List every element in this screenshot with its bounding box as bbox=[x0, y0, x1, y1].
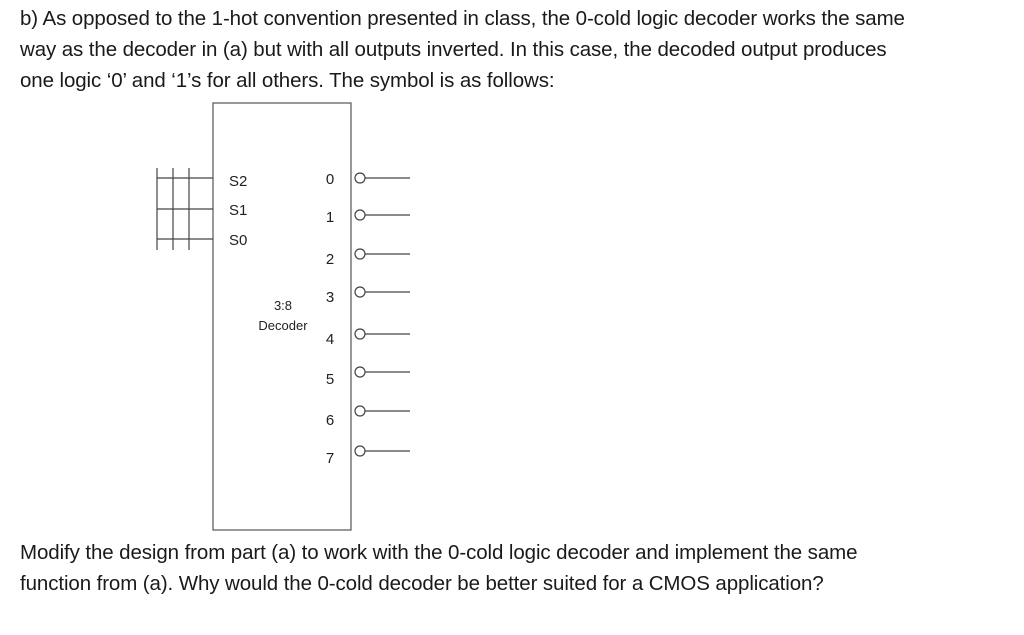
input-label-s0: S0 bbox=[229, 232, 248, 249]
output-label-6: 6 bbox=[325, 412, 335, 429]
block-label-ratio: 3:8 bbox=[273, 298, 293, 313]
inversion-bubble-0 bbox=[355, 173, 365, 183]
output-label-4: 4 bbox=[325, 331, 335, 348]
inversion-bubble-1 bbox=[355, 210, 365, 220]
question-line-2: function from (a). Why would the 0-cold decoder be better suited for a CMOS application? bbox=[20, 572, 824, 595]
intro-line-3: one logic ‘0’ and ‘1’s for all others. The symbol is as follows: bbox=[20, 69, 555, 92]
intro-line-2: way as the decoder in (a) but with all outputs inverted. In this case, the decoded output produces bbox=[20, 38, 887, 61]
inversion-bubble-6 bbox=[355, 406, 365, 416]
question-line-1: Modify the design from part (a) to work with the 0-cold logic decoder and implement the same bbox=[20, 541, 858, 564]
intro-line-1: b) As opposed to the 1-hot convention presented in class, the 0-cold logic decoder works the same bbox=[20, 7, 905, 30]
output-label-1: 1 bbox=[325, 209, 335, 226]
output-label-3: 3 bbox=[325, 289, 335, 306]
inversion-bubble-4 bbox=[355, 329, 365, 339]
output-label-7: 7 bbox=[325, 450, 335, 467]
input-label-s2: S2 bbox=[229, 173, 248, 190]
inversion-bubble-5 bbox=[355, 367, 365, 377]
inversion-bubble-2 bbox=[355, 249, 365, 259]
question-paragraph bbox=[20, 537, 1010, 599]
output-label-2: 2 bbox=[325, 251, 335, 268]
input-label-s1: S1 bbox=[229, 202, 248, 219]
inversion-bubble-7 bbox=[355, 446, 365, 456]
inversion-bubble-3 bbox=[355, 287, 365, 297]
output-label-0: 0 bbox=[325, 171, 335, 188]
output-label-5: 5 bbox=[325, 371, 335, 388]
block-label-name: Decoder bbox=[258, 318, 308, 333]
